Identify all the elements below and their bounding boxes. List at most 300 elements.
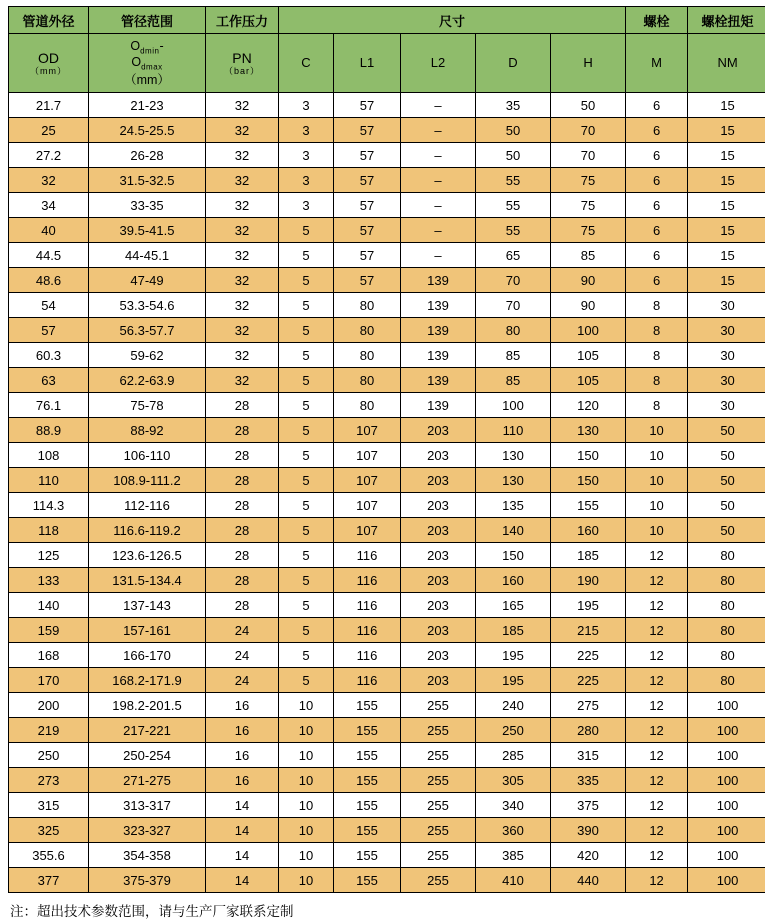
table-cell: 116 (334, 668, 401, 693)
table-cell: 70 (476, 293, 551, 318)
table-cell: 168 (9, 643, 89, 668)
table-cell: 80 (688, 593, 765, 618)
table-cell: 5 (279, 468, 334, 493)
table-cell: 150 (551, 443, 626, 468)
header-working-pressure: 工作压力 (206, 7, 279, 34)
table-cell: 32 (206, 193, 279, 218)
table-cell: 225 (551, 643, 626, 668)
table-cell: – (401, 218, 476, 243)
table-cell: 273 (9, 768, 89, 793)
table-cell: 116.6-119.2 (89, 518, 206, 543)
table-row (9, 218, 765, 243)
table-row (9, 843, 765, 868)
table-cell: 10 (279, 693, 334, 718)
table-row (9, 443, 765, 468)
table-cell: 5 (279, 418, 334, 443)
table-row (9, 193, 765, 218)
header-pn-label: PN (206, 50, 278, 66)
table-cell: 313-317 (89, 793, 206, 818)
table-cell: 75 (551, 218, 626, 243)
header-bolt-torque: 螺栓扭矩 (688, 7, 765, 34)
table-cell: 335 (551, 768, 626, 793)
table-cell: 3 (279, 118, 334, 143)
table-cell: 57 (334, 218, 401, 243)
table-cell: 10 (279, 868, 334, 893)
table-cell: 106-110 (89, 443, 206, 468)
table-cell: 155 (334, 843, 401, 868)
table-cell: 60.3 (9, 343, 89, 368)
table-row (9, 668, 765, 693)
table-cell: 120 (551, 393, 626, 418)
table-cell: 57 (334, 118, 401, 143)
table-cell: 100 (688, 843, 765, 868)
table-cell: 28 (206, 518, 279, 543)
table-cell: 34 (9, 193, 89, 218)
header-od (9, 34, 89, 93)
table-cell: 108.9-111.2 (89, 468, 206, 493)
table-cell: 3 (279, 168, 334, 193)
table-cell: 6 (626, 93, 688, 118)
table-cell: 80 (334, 318, 401, 343)
table-cell: 375-379 (89, 868, 206, 893)
table-cell: 250 (476, 718, 551, 743)
table-row (9, 343, 765, 368)
table-cell: 116 (334, 618, 401, 643)
table-row (9, 468, 765, 493)
table-note: 注：超出技术参数范围，请与生产厂家联系定制 (8, 900, 757, 920)
table-cell: 139 (401, 368, 476, 393)
table-cell: 255 (401, 768, 476, 793)
table-cell: 107 (334, 443, 401, 468)
table-row (9, 543, 765, 568)
table-cell: 28 (206, 493, 279, 518)
table-cell: 130 (476, 468, 551, 493)
table-cell: 5 (279, 518, 334, 543)
table-cell: 30 (688, 368, 765, 393)
table-cell: 28 (206, 393, 279, 418)
table-cell: – (401, 243, 476, 268)
table-cell: 100 (688, 768, 765, 793)
table-cell: 131.5-134.4 (89, 568, 206, 593)
table-cell: 203 (401, 643, 476, 668)
table-cell: 28 (206, 593, 279, 618)
table-cell: 57 (334, 193, 401, 218)
table-cell: 139 (401, 343, 476, 368)
table-cell: 271-275 (89, 768, 206, 793)
table-row (9, 768, 765, 793)
table-cell: 5 (279, 568, 334, 593)
table-cell: 3 (279, 193, 334, 218)
table-cell: 255 (401, 843, 476, 868)
table-cell: 100 (688, 818, 765, 843)
table-cell: 139 (401, 318, 476, 343)
table-cell: 12 (626, 768, 688, 793)
table-cell: 40 (9, 218, 89, 243)
table-cell: 195 (476, 643, 551, 668)
table-cell: 70 (551, 118, 626, 143)
pipe-spec-table (8, 6, 765, 893)
table-cell: 323-327 (89, 818, 206, 843)
table-cell: 15 (688, 168, 765, 193)
table-cell: 80 (688, 543, 765, 568)
header-l2: L2 (401, 34, 476, 93)
table-cell: 255 (401, 693, 476, 718)
table-row (9, 493, 765, 518)
table-cell: 190 (551, 568, 626, 593)
table-cell: 32 (206, 268, 279, 293)
table-cell: 53.3-54.6 (89, 293, 206, 318)
table-cell: 107 (334, 418, 401, 443)
table-cell: 10 (279, 768, 334, 793)
table-row (9, 118, 765, 143)
table-cell: 8 (626, 293, 688, 318)
table-cell: 108 (9, 443, 89, 468)
table-cell: 28 (206, 468, 279, 493)
table-cell: 410 (476, 868, 551, 893)
table-cell: 5 (279, 243, 334, 268)
table-cell: 32 (9, 168, 89, 193)
table-cell: 6 (626, 118, 688, 143)
table-row (9, 593, 765, 618)
table-cell: 12 (626, 868, 688, 893)
table-cell: 44-45.1 (89, 243, 206, 268)
header-l1: L1 (334, 34, 401, 93)
table-cell: 16 (206, 693, 279, 718)
table-row (9, 643, 765, 668)
table-cell: 12 (626, 618, 688, 643)
table-cell: 62.2-63.9 (89, 368, 206, 393)
table-row (9, 518, 765, 543)
table-cell: 203 (401, 443, 476, 468)
header-od-unit: （mm） (9, 66, 88, 76)
table-cell: 50 (688, 443, 765, 468)
table-cell: 203 (401, 518, 476, 543)
table-cell: 440 (551, 868, 626, 893)
table-cell: 31.5-32.5 (89, 168, 206, 193)
table-cell: 15 (688, 243, 765, 268)
table-cell: 15 (688, 268, 765, 293)
table-cell: 130 (551, 418, 626, 443)
table-row (9, 718, 765, 743)
table-cell: 32 (206, 293, 279, 318)
table-cell: 240 (476, 693, 551, 718)
table-row (9, 818, 765, 843)
table-cell: 5 (279, 443, 334, 468)
table-cell: 185 (476, 618, 551, 643)
header-od-range (89, 34, 206, 93)
table-cell: 390 (551, 818, 626, 843)
table-row (9, 268, 765, 293)
table-cell: 203 (401, 593, 476, 618)
table-header-top-row (9, 7, 765, 34)
table-cell: 75 (551, 168, 626, 193)
table-cell: 32 (206, 93, 279, 118)
table-cell: 157-161 (89, 618, 206, 643)
table-cell: 5 (279, 318, 334, 343)
table-cell: 12 (626, 818, 688, 843)
table-header (9, 7, 765, 93)
table-cell: 105 (551, 343, 626, 368)
table-cell: 32 (206, 118, 279, 143)
table-cell: 225 (551, 668, 626, 693)
table-cell: 33-35 (89, 193, 206, 218)
table-cell: 16 (206, 743, 279, 768)
table-header-sub-row (9, 34, 765, 93)
table-cell: 315 (551, 743, 626, 768)
table-cell: 325 (9, 818, 89, 843)
table-cell: 90 (551, 293, 626, 318)
table-cell: – (401, 193, 476, 218)
table-cell: 100 (688, 868, 765, 893)
table-cell: 80 (688, 618, 765, 643)
table-cell: 10 (279, 793, 334, 818)
table-cell: 47-49 (89, 268, 206, 293)
table-cell: 3 (279, 143, 334, 168)
table-cell: 116 (334, 568, 401, 593)
table-cell: 139 (401, 268, 476, 293)
table-row (9, 868, 765, 893)
table-cell: 10 (626, 518, 688, 543)
table-cell: 203 (401, 468, 476, 493)
table-cell: 15 (688, 118, 765, 143)
table-cell: 75 (551, 193, 626, 218)
table-cell: 203 (401, 543, 476, 568)
table-cell: 90 (551, 268, 626, 293)
table-cell: 3 (279, 93, 334, 118)
table-cell: 160 (476, 568, 551, 593)
table-cell: 315 (9, 793, 89, 818)
header-dimensions: 尺寸 (279, 7, 626, 34)
table-cell: 14 (206, 868, 279, 893)
table-row (9, 743, 765, 768)
table-cell: 377 (9, 868, 89, 893)
table-cell: 10 (279, 843, 334, 868)
table-cell: 57 (334, 143, 401, 168)
table-cell: 166-170 (89, 643, 206, 668)
table-cell: – (401, 118, 476, 143)
table-cell: 80 (476, 318, 551, 343)
table-cell: 285 (476, 743, 551, 768)
table-cell: 140 (476, 518, 551, 543)
table-cell: 123.6-126.5 (89, 543, 206, 568)
table-cell: 8 (626, 393, 688, 418)
table-cell: 203 (401, 418, 476, 443)
table-row (9, 368, 765, 393)
table-cell: 155 (334, 693, 401, 718)
header-pipe-outer-diameter: 管道外径 (9, 7, 89, 34)
table-row (9, 293, 765, 318)
table-cell: 168.2-171.9 (89, 668, 206, 693)
table-cell: 32 (206, 343, 279, 368)
table-cell: 110 (476, 418, 551, 443)
table-cell: 10 (626, 443, 688, 468)
table-cell: 150 (551, 468, 626, 493)
table-cell: 107 (334, 493, 401, 518)
table-cell: 12 (626, 793, 688, 818)
table-cell: 30 (688, 318, 765, 343)
table-cell: 375 (551, 793, 626, 818)
table-row (9, 793, 765, 818)
table-cell: 80 (688, 668, 765, 693)
table-row (9, 618, 765, 643)
table-cell: 32 (206, 168, 279, 193)
table-cell: 5 (279, 618, 334, 643)
table-cell: 215 (551, 618, 626, 643)
table-cell: 135 (476, 493, 551, 518)
table-row (9, 168, 765, 193)
table-cell: 44.5 (9, 243, 89, 268)
table-cell: 57 (9, 318, 89, 343)
table-cell: 118 (9, 518, 89, 543)
table-cell: 200 (9, 693, 89, 718)
table-cell: 80 (688, 568, 765, 593)
table-cell: 35 (476, 93, 551, 118)
table-cell: 198.2-201.5 (89, 693, 206, 718)
table-cell: 140 (9, 593, 89, 618)
table-cell: 16 (206, 768, 279, 793)
table-cell: 50 (476, 118, 551, 143)
header-m: M (626, 34, 688, 93)
table-cell: 14 (206, 793, 279, 818)
table-cell: 170 (9, 668, 89, 693)
table-cell: 305 (476, 768, 551, 793)
table-cell: 70 (476, 268, 551, 293)
header-od-range-label: $O_{dmin}-$ (89, 39, 205, 56)
table-cell: 354-358 (89, 843, 206, 868)
table-cell: 255 (401, 718, 476, 743)
table-cell: 25 (9, 118, 89, 143)
table-cell: 28 (206, 568, 279, 593)
table-cell: 280 (551, 718, 626, 743)
table-row (9, 143, 765, 168)
table-cell: 80 (334, 368, 401, 393)
table-cell: 116 (334, 543, 401, 568)
table-cell: 5 (279, 218, 334, 243)
table-cell: 80 (334, 293, 401, 318)
table-cell: 8 (626, 368, 688, 393)
table-cell: 116 (334, 643, 401, 668)
table-cell: 137-143 (89, 593, 206, 618)
table-cell: 12 (626, 643, 688, 668)
table-cell: 15 (688, 218, 765, 243)
table-cell: 5 (279, 668, 334, 693)
header-h: H (551, 34, 626, 93)
table-cell: – (401, 93, 476, 118)
table-cell: 50 (688, 468, 765, 493)
table-cell: 250 (9, 743, 89, 768)
table-cell: 28 (206, 443, 279, 468)
table-cell: 32 (206, 318, 279, 343)
header-pipe-diameter-range: 管径范围 (89, 7, 206, 34)
table-cell: 55 (476, 193, 551, 218)
table-cell: 57 (334, 243, 401, 268)
header-od-range-label-2: $O_{dmax}$ (89, 55, 205, 72)
table-cell: 6 (626, 218, 688, 243)
table-cell: 12 (626, 668, 688, 693)
table-cell: 8 (626, 318, 688, 343)
table-cell: 150 (476, 543, 551, 568)
table-cell: 27.2 (9, 143, 89, 168)
header-c: C (279, 34, 334, 93)
table-cell: 155 (334, 743, 401, 768)
header-bolt: 螺栓 (626, 7, 688, 34)
table-cell: 155 (334, 818, 401, 843)
table-cell: 250-254 (89, 743, 206, 768)
table-cell: 85 (476, 368, 551, 393)
table-cell: 6 (626, 168, 688, 193)
table-cell: 5 (279, 493, 334, 518)
table-cell: 155 (334, 793, 401, 818)
table-cell: 100 (688, 718, 765, 743)
table-cell: 203 (401, 568, 476, 593)
table-cell: 420 (551, 843, 626, 868)
table-cell: 57 (334, 268, 401, 293)
table-cell: 10 (279, 818, 334, 843)
table-cell: 160 (551, 518, 626, 543)
table-cell: 5 (279, 293, 334, 318)
table-cell: 100 (551, 318, 626, 343)
table-cell: 15 (688, 143, 765, 168)
table-cell: 85 (551, 243, 626, 268)
table-cell: 76.1 (9, 393, 89, 418)
table-cell: 5 (279, 543, 334, 568)
table-cell: 14 (206, 843, 279, 868)
table-cell: 50 (688, 493, 765, 518)
table-cell: 8 (626, 343, 688, 368)
table-cell: 24 (206, 618, 279, 643)
table-cell: 110 (9, 468, 89, 493)
table-cell: 139 (401, 293, 476, 318)
table-cell: 16 (206, 718, 279, 743)
table-cell: 6 (626, 143, 688, 168)
table-row (9, 693, 765, 718)
table-cell: 12 (626, 593, 688, 618)
table-body (9, 93, 765, 893)
table-cell: 32 (206, 243, 279, 268)
table-cell: 195 (476, 668, 551, 693)
table-cell: 80 (688, 643, 765, 668)
table-cell: 85 (476, 343, 551, 368)
table-cell: 59-62 (89, 343, 206, 368)
table-cell: 50 (688, 518, 765, 543)
table-cell: 30 (688, 293, 765, 318)
table-cell: 355.6 (9, 843, 89, 868)
table-cell: 203 (401, 618, 476, 643)
table-cell: – (401, 168, 476, 193)
table-cell: 12 (626, 843, 688, 868)
table-cell: 50 (551, 93, 626, 118)
table-cell: 139 (401, 393, 476, 418)
table-cell: 5 (279, 643, 334, 668)
table-cell: 255 (401, 868, 476, 893)
table-row (9, 418, 765, 443)
table-cell: 100 (476, 393, 551, 418)
table-cell: 57 (334, 168, 401, 193)
table-cell: 130 (476, 443, 551, 468)
table-cell: 88-92 (89, 418, 206, 443)
table-cell: 32 (206, 218, 279, 243)
table-cell: 107 (334, 468, 401, 493)
table-cell: 275 (551, 693, 626, 718)
table-cell: 203 (401, 493, 476, 518)
table-cell: 14 (206, 818, 279, 843)
table-cell: 165 (476, 593, 551, 618)
table-cell: 28 (206, 543, 279, 568)
table-cell: 155 (334, 718, 401, 743)
table-cell: 30 (688, 393, 765, 418)
table-cell: 10 (279, 718, 334, 743)
table-cell: 195 (551, 593, 626, 618)
